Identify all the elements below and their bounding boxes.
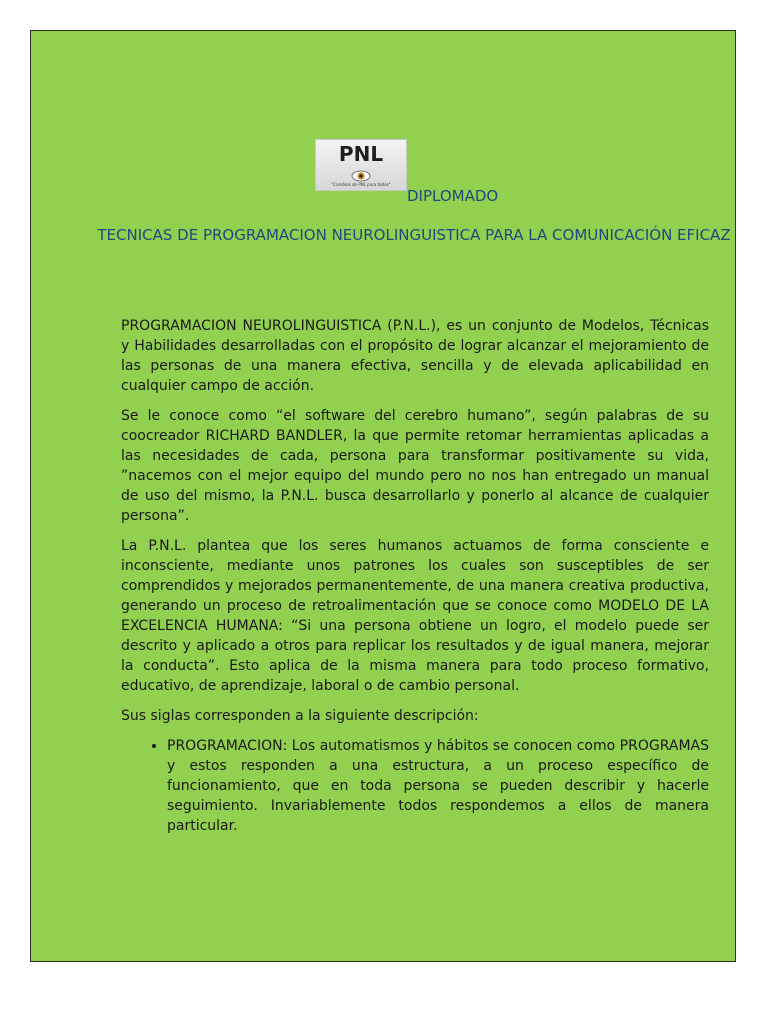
paragraph: Se le conoce como “el software del cerebro humano”, según palabras de su coocreador RICHARD BANDLER, la que permite retomar herramientas aplicadas a las necesidades de cada, persona para transformar positivamente su vida, ”nacemos con el mejor equipo del mundo pero no nos han entregado un manual de uso del mismo, la P.N.L. busca desarrollarlo y ponerlo al alcance de cualquier persona”.: [121, 408, 709, 524]
pnl-logo: [315, 139, 407, 191]
document-body: [121, 316, 709, 836]
paragraph: Sus siglas corresponden a la siguiente descripción:: [121, 708, 479, 724]
logo-tagline: "Cambios de PNL para todos": [331, 182, 391, 187]
paragraph: PROGRAMACION NEUROLINGUISTICA (P.N.L.), es un conjunto de Modelos, Técnicas y Habilidades desarrolladas con el propósito de lograr alcanzar el mejoramiento de las personas de una manera efectiva, sencilla y de elevada aplicabilidad en cualquier campo de acción.: [121, 318, 709, 394]
logo-text: PNL: [338, 142, 384, 166]
paragraph: La P.N.L. plantea que los seres humanos actuamos de forma consciente e inconsciente, mediante unos patrones los cuales son susceptibles de ser comprendidos y mejorados permanentemente, de una manera creativa productiva, generando un proceso de retroalimentación que se conoce como MODELO DE LA EXCELENCIA HUMANA: “Si una persona obtiene un logro, el modelo puede ser descrito y aplicado a otros para replicar los resultados y de igual manera, mejorar la conducta”. Esto aplica de la misma manera para todo proceso formativo, educativo, de aprendizaje, laboral o de cambio personal.: [121, 538, 709, 694]
document-title: TECNICAS DE PROGRAMACION NEUROLINGUISTICA PARA LA COMUNICACIÓN EFICAZ: [97, 226, 731, 244]
diplomado-label: DIPLOMADO: [407, 187, 499, 205]
bullet-item: • PROGRAMACION: Los automatismos y hábitos se conocen como PROGRAMAS y estos responden a una estructura, a un proceso específico de funcionamiento, que en toda persona se pueden describir y hacerle seguimiento. Invariablemente todos respondemos a ellos de manera particular.: [167, 736, 709, 836]
bullet-list: [121, 736, 709, 836]
document-page: [30, 30, 736, 962]
